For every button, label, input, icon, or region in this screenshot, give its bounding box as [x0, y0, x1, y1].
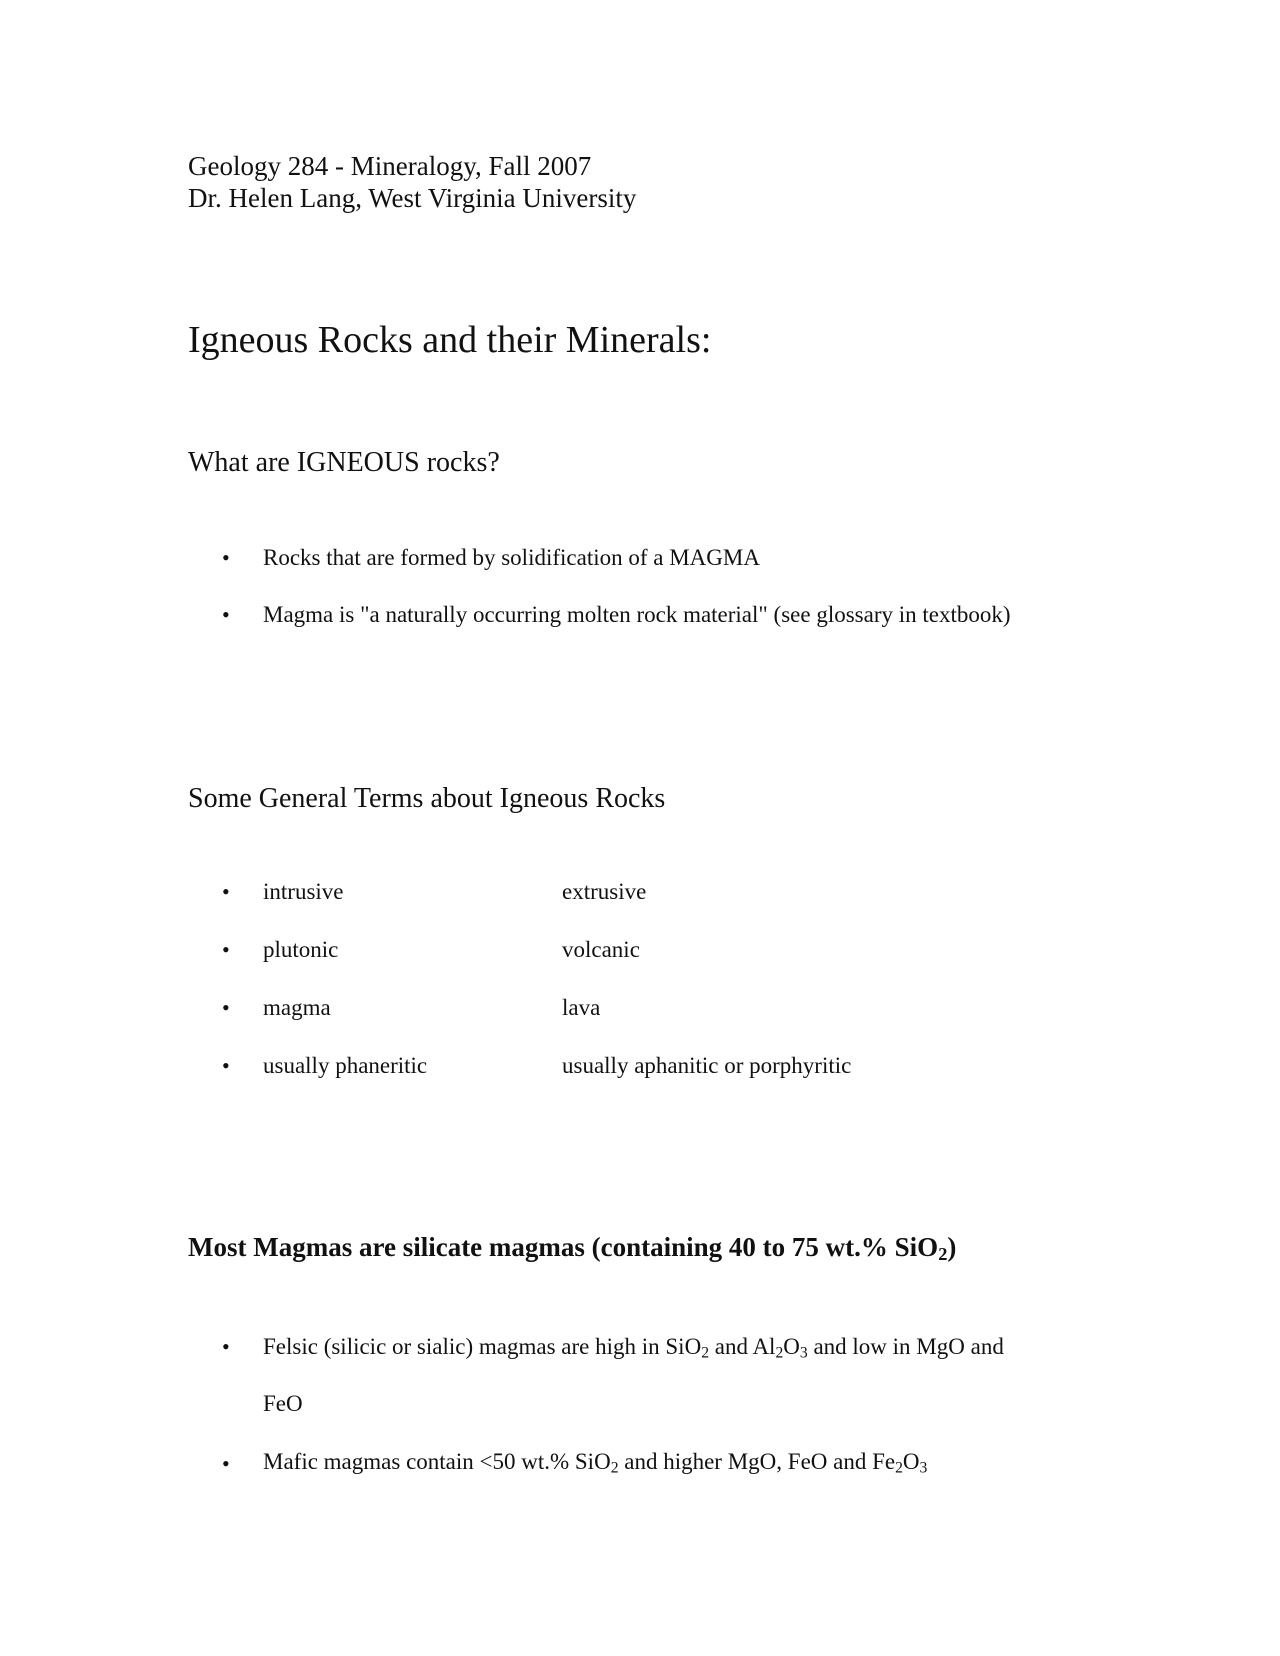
course-title: Geology 284 - Mineralogy, Fall 2007 [188, 151, 592, 181]
bullet-icon: • [222, 995, 230, 1020]
list-item-felsic: Felsic (silicic or sialic) magmas are high in SiO$_2$ and $Al_2O_3$ and low in MgO and [263, 1334, 1004, 1362]
term-right: extrusive [562, 879, 647, 904]
bullet-icon: • [222, 602, 230, 627]
bullet-icon: • [222, 1334, 230, 1359]
term-left: magma [263, 995, 331, 1020]
bullet-icon: • [222, 545, 230, 570]
list-item: Magma is "a naturally occurring molten rock material" (see glossary in textbook) [263, 602, 1011, 627]
section-heading-general-terms: Some General Terms about Igneous Rocks [188, 783, 666, 814]
term-left: plutonic [263, 937, 339, 962]
term-right: usually aphanitic or porphyritic [562, 1053, 852, 1078]
term-left: intrusive [263, 879, 344, 904]
section-heading-what-are: What are IGNEOUS rocks? [188, 447, 500, 478]
page-title: Igneous Rocks and their Minerals: [188, 319, 712, 361]
list-item: Rocks that are formed by solidification of a MAGMA [263, 545, 760, 570]
instructor-line: Dr. Helen Lang, West Virginia University [188, 183, 637, 213]
list-item-felsic-continued: FeO [263, 1391, 303, 1416]
term-left: usually phaneritic [263, 1053, 428, 1078]
list-item-mafic: Mafic magmas contain <50 wt.% SiO$_2$ and higher MgO, FeO and $Fe_2O_3$ [263, 1449, 928, 1477]
bullet-icon: • [222, 1451, 230, 1476]
term-right: volcanic [562, 937, 640, 962]
bullet-icon: • [222, 879, 230, 904]
term-right: lava [562, 995, 601, 1020]
bullet-icon: • [222, 937, 230, 962]
bullet-icon: • [222, 1053, 230, 1078]
section-heading-silicate: Most Magmas are silicate magmas (containing 40 to 75 wt.% SiO$_2$) [188, 1232, 957, 1265]
